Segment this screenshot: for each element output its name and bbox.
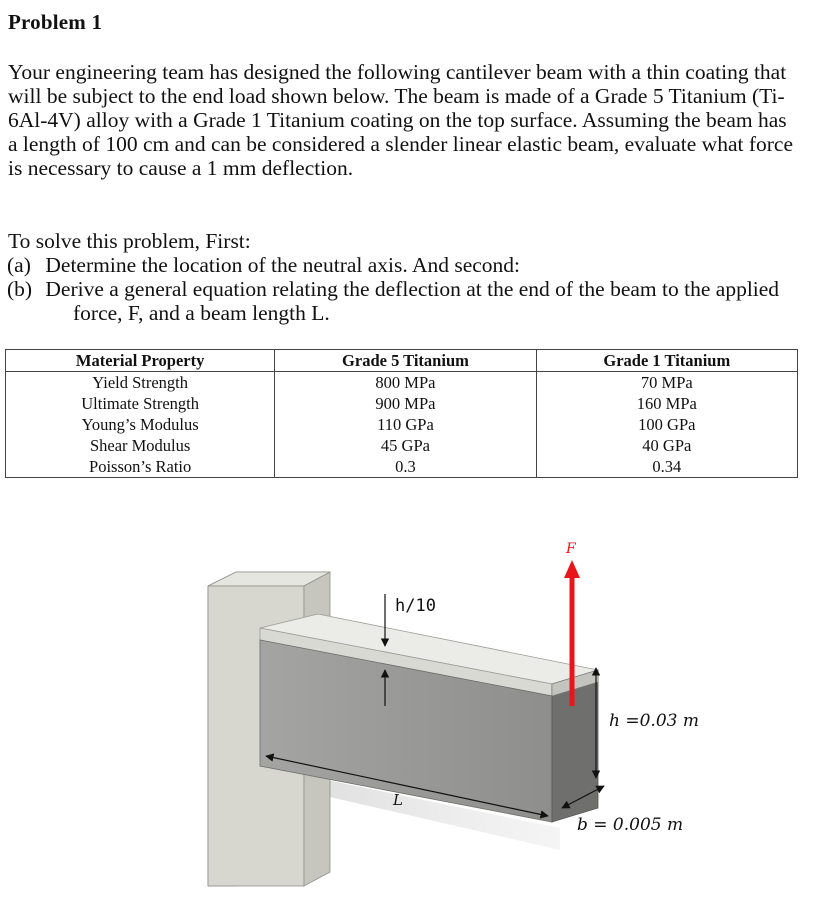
header-material-property: Material Property xyxy=(6,350,275,372)
problem-statement: Your engineering team has designed the following cantilever beam with a thin coating that will be subject to the end load shown below. The beam is made of a Grade 5 Titanium (Ti-6Al-4V) alloy with a Grade 1 Titanium coating on the top surface. Assuming the beam has a length of 100 cm and can be considered a slender linear elastic beam, evaluate what force is necessary to cause a 1 mm deflection. xyxy=(8,60,793,180)
width-label: b = 0.005 m xyxy=(577,815,684,835)
length-label: L xyxy=(393,791,403,809)
force-arrow-head xyxy=(564,560,580,578)
header-grade1: Grade 1 Titanium xyxy=(536,350,797,372)
solve-intro: To solve this problem, First: xyxy=(8,229,251,253)
step-a: (a) Determine the location of the neutral axis. And second: xyxy=(7,253,521,277)
table-cell: 800 MPa xyxy=(275,372,536,394)
table-cell: 45 GPa xyxy=(275,435,536,456)
header-grade5: Grade 5 Titanium xyxy=(275,350,536,372)
table-cell: 900 MPa xyxy=(275,393,536,414)
table-cell: 40 GPa xyxy=(536,435,797,456)
table-cell: 110 GPa xyxy=(275,414,536,435)
table-cell: 0.34 xyxy=(536,456,797,478)
table-cell: Poisson’s Ratio xyxy=(6,456,275,478)
table-cell: Young’s Modulus xyxy=(6,414,275,435)
table-cell: 0.3 xyxy=(275,456,536,478)
table-cell: 100 GPa xyxy=(536,414,797,435)
step-a-text: Determine the location of the neutral axis. And second: xyxy=(45,253,521,277)
table-cell: Shear Modulus xyxy=(6,435,275,456)
step-b: (b) Derive a general equation relating the deflection at the end of the beam to the applied force, F, and a beam length L. xyxy=(7,277,780,325)
table-cell: Ultimate Strength xyxy=(6,393,275,414)
step-b-text: Derive a general equation relating the deflection at the end of the beam to the applied force, F, and a beam length L. xyxy=(45,277,780,325)
height-label: h =0.03 m xyxy=(609,711,699,731)
problem-title: Problem 1 xyxy=(8,10,103,34)
coating-thickness-label: h/10 xyxy=(395,596,436,616)
force-label: F xyxy=(566,541,576,557)
table-cell: 160 MPa xyxy=(536,393,797,414)
table-cell: 70 MPa xyxy=(536,372,797,394)
table-cell: Yield Strength xyxy=(6,372,275,394)
